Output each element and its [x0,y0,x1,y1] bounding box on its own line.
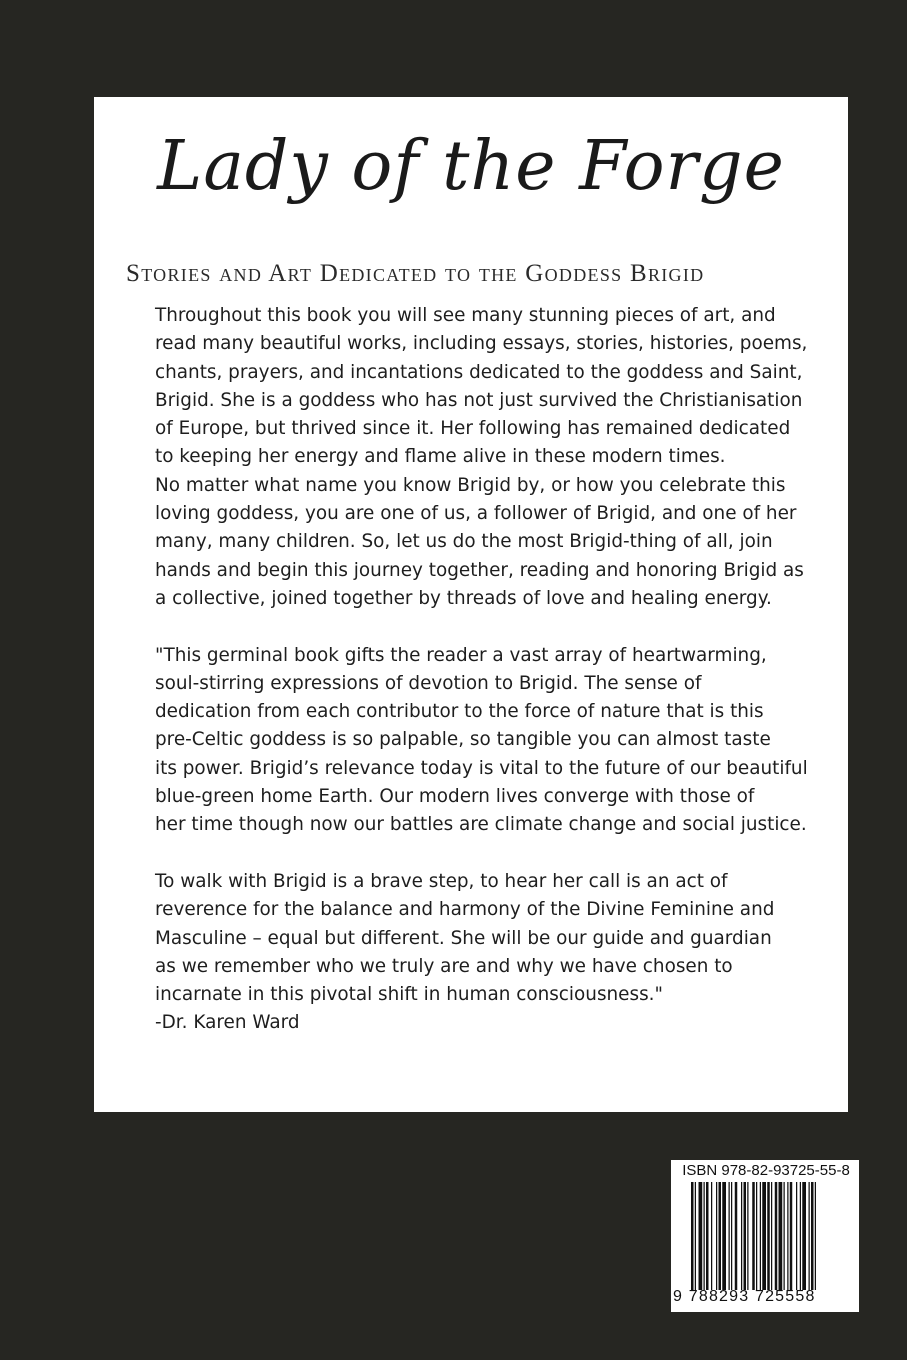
text-line: "This germinal book gifts the reader a vast array of heartwarming, [155,644,767,666]
isbn-barcode [671,1160,859,1312]
barcode-bar [706,1182,709,1290]
barcode-bar [787,1182,788,1290]
text-line: loving goddess, you are one of us, a follower of Brigid, and one of her [155,503,797,525]
blurb-paragraph-2 [155,642,841,840]
barcode-bar [756,1182,757,1290]
barcode-bar [762,1182,766,1290]
barcode-bar [779,1182,783,1290]
text-line: as we remember who we truly are and why we have chosen to [155,955,733,977]
text-line: many, many children. So, let us do the most Brigid-thing of all, join [155,531,773,553]
barcode-bar [719,1182,722,1290]
text-line: Throughout this book you will see many stunning pieces of art, and [155,305,776,326]
barcode-bar [695,1182,696,1290]
text-line: its power. Brigid’s relevance today is vital to the future of our beautiful [155,757,808,779]
paragraph-gap [155,613,841,641]
barcode-bar [716,1182,717,1290]
barcode-bar [771,1182,772,1290]
barcode-bar [811,1182,814,1290]
text-line: a collective, joined together by threads of love and healing energy. [155,587,772,609]
text-line: read many beautiful works, including essays, stories, histories, poems, [155,333,808,355]
text-line: reverence for the balance and harmony of the Divine Feminine and [155,899,775,921]
barcode-bar [735,1182,738,1290]
blurb-text [155,302,841,1038]
text-line: her time though now our battles are climate change and social justice. [155,814,807,836]
text-line: hands and begin this journey together, reading and honoring Brigid as [155,559,804,581]
text-line: Masculine – equal but different. She will be our guide and guardian [155,927,772,949]
barcode-bar [691,1182,694,1290]
text-line: to keeping her energy and flame alive in these modern times. [155,446,726,468]
blurb-paragraph-1 [155,302,841,613]
isbn-digits: 9 788293 725558 [673,1288,816,1305]
blurb-paragraph-3 [155,868,841,1038]
barcode-bar [796,1182,797,1290]
text-line: of Europe, but thrived since it. Her following has remained dedicated [155,418,791,440]
barcode-bar [711,1182,712,1290]
barcode-bar [800,1182,801,1290]
text-line: pre-Celtic goddess is so palpable, so tangible you can almost taste [155,729,771,751]
barcode-bar [731,1182,732,1290]
text-line: dedication from each contributor to the force of nature that is this [155,701,764,723]
barcode-bar [809,1182,810,1290]
barcode-bars [691,1182,851,1290]
barcode-bar [699,1182,703,1290]
back-cover-panel [94,97,848,1112]
barcode-bar [802,1182,806,1290]
barcode-bar [815,1182,816,1290]
book-title: Lady of the Forge [157,127,785,206]
barcode-bar [744,1182,747,1290]
barcode-bar [760,1182,761,1290]
barcode-bar [722,1182,726,1290]
barcode-bar [752,1182,755,1290]
barcode-bar [704,1182,705,1290]
barcode-bar [784,1182,785,1290]
barcode-bar [729,1182,730,1290]
text-line: soul-stirring expressions of devotion to Brigid. The sense of [155,672,702,694]
text-line: incarnate in this pivotal shift in human consciousness." [155,984,663,1006]
barcode-bar [775,1182,778,1290]
text-line: chants, prayers, and incantations dedicated to the goddess and Saint, [155,361,803,383]
text-line: To walk with Brigid is a brave step, to hear her call is an act of [155,870,728,892]
attribution: -Dr. Karen Ward [155,1012,300,1034]
barcode-bar [790,1182,793,1290]
paragraph-gap [155,840,841,868]
book-subtitle: Stories and Art Dedicated to the Goddess Brigid [126,260,705,287]
isbn-label: ISBN 978-82-93725-55-8 [682,1162,850,1179]
barcode-bar [747,1182,748,1290]
barcode-bar [741,1182,742,1290]
text-line: blue-green home Earth. Our modern lives converge with those of [155,786,755,808]
text-line: No matter what name you know Brigid by, or how you celebrate this [155,474,786,496]
barcode-bar [767,1182,770,1290]
text-line: Brigid. She is a goddess who has not just survived the Christianisation [155,389,803,411]
